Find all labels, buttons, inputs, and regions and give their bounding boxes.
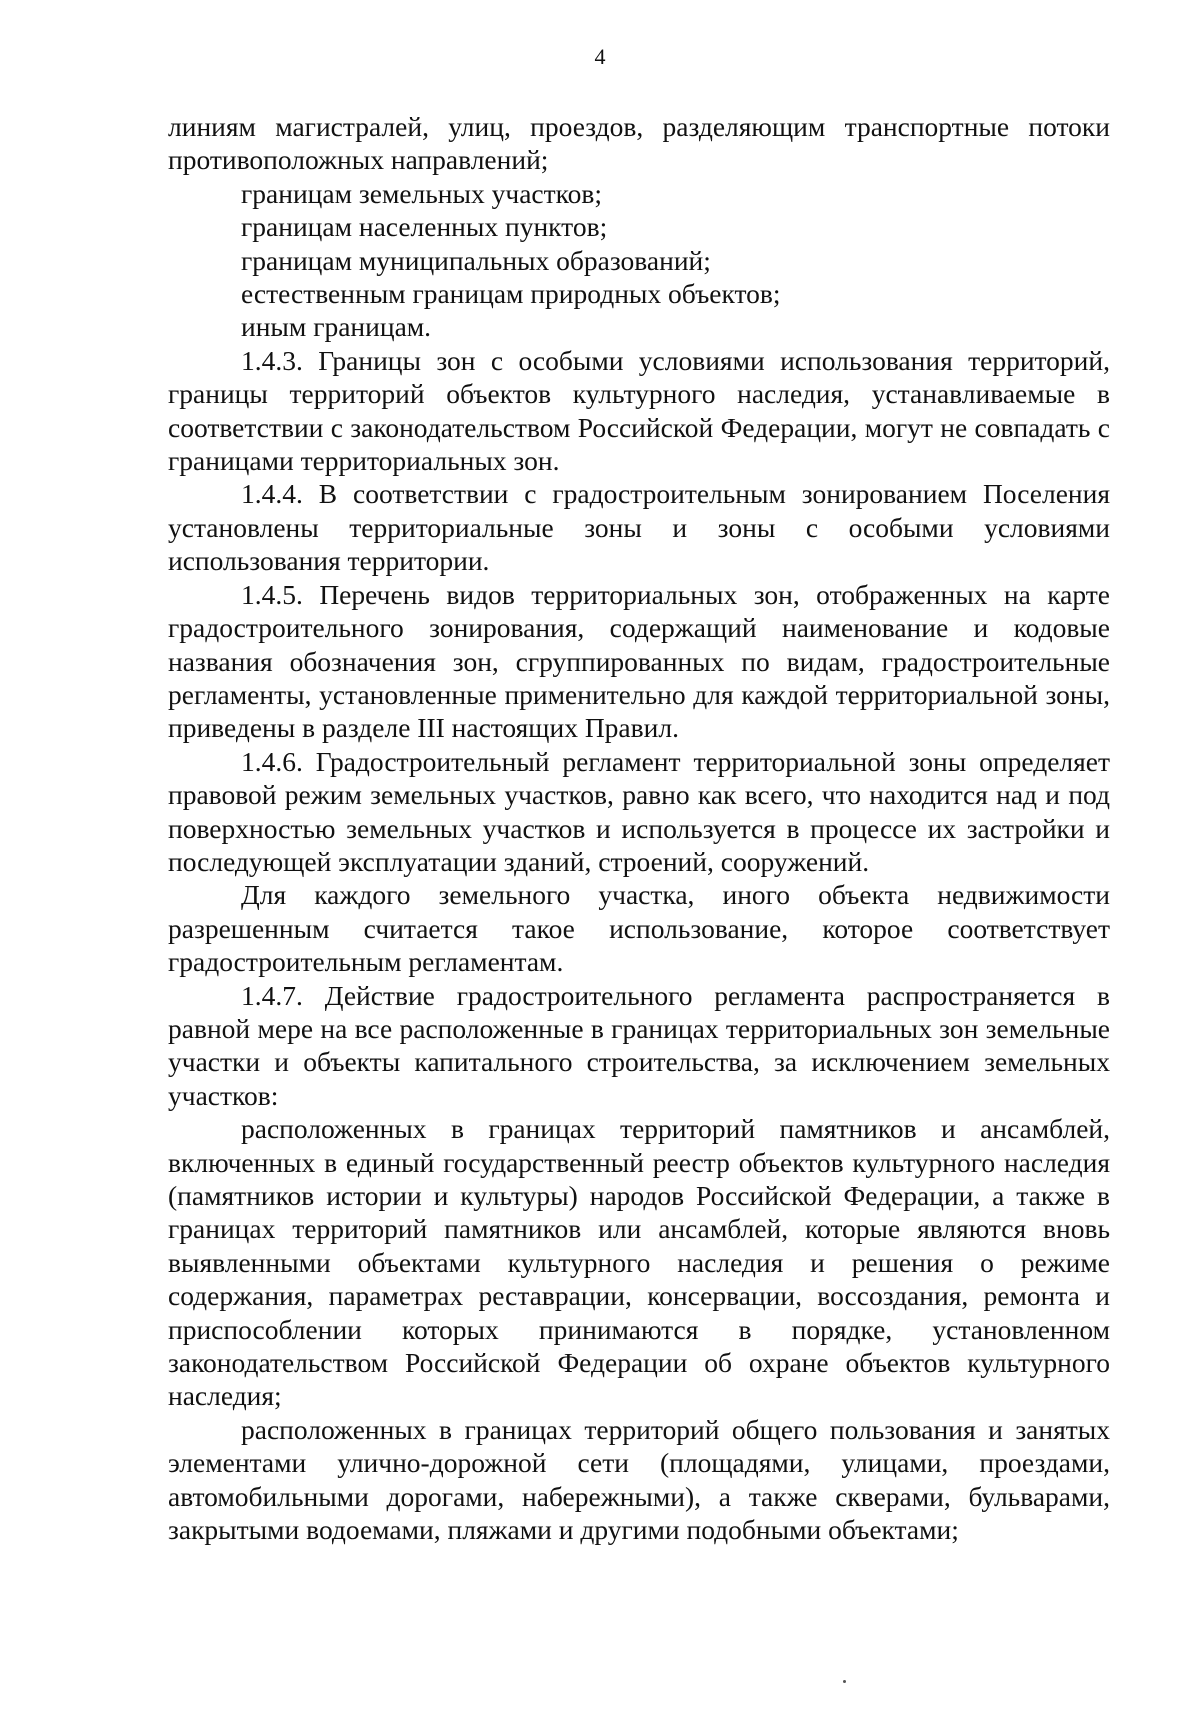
list-item-natural-objects: естественным границам природных объектов; <box>241 278 781 310</box>
exception-cultural-heritage: расположенных в границах территорий памятников и ансамблей, включенных в единый государственный реестр объектов культурного наследия (памятников истории и культуры) народов Российской Федерации, а также в границах территорий памятников или ансамблей, которые являются вновь выявленными объектами культурного наследия и решения о режиме содержания, параметрах реставрации, консервации, воссоздания, ремонта и приспособлении которых принимаются в порядке, установленном законодательством Российской Федерации об охране объектов культурного наследия; <box>168 1113 1110 1412</box>
exception-public-territories: расположенных в границах территорий общего пользования и занятых элементами улично-дорожной сети (площадями, улицами, проездами, автомобильными дорогами, набережными), а также скверами, бульварами, закрытыми водоемами, пляжами и другими подобными объектами; <box>168 1413 1110 1546</box>
scan-speck <box>843 1680 846 1683</box>
list-item-land-plots: границам земельных участков; <box>241 177 602 209</box>
clause-1-4-5: 1.4.5. Перечень видов территориальных зон, отображенных на карте градостроительного зонирования, содержащий наименование и кодовые названия обозначения зон, сгруппированных по видам, градостроительные регламенты, установленные применительно для каждой территориальной зоны, приведены в разделе III настоящих Правил. <box>168 578 1110 744</box>
clause-1-4-7: 1.4.7. Действие градостроительного регламента распространяется в равной мере на все расположенные в границах территориальных зон земельные участки и объекты капитального строительства, за исключением земельных участков: <box>168 979 1110 1111</box>
clause-1-4-6: 1.4.6. Градостроительный регламент территориальной зоны определяет правовой режим земельных участков, равно как всего, что находится над и под поверхностью земельных участков и используется в процессе их застройки и последующей эксплуатации зданий, строений, сооружений. <box>168 745 1110 877</box>
paragraph-continuation: линиям магистралей, улиц, проездов, разделяющим транспортные потоки противоположных направлений; <box>168 111 1110 176</box>
clause-1-4-4: 1.4.4. В соответствии с градостроительным зонированием Поселения установлены территориальные зоны и зоны с особыми условиями использования территории. <box>168 478 1110 577</box>
list-item-settlements: границам населенных пунктов; <box>241 211 608 243</box>
clause-1-4-3: 1.4.3. Границы зон с особыми условиями использования территорий, границы территорий объектов культурного наследия, устанавливаемые в соответствии с законодательством Российской Федерации, могут не совпадать с границами территориальных зон. <box>168 344 1110 477</box>
list-item-municipalities: границам муниципальных образований; <box>241 244 711 276</box>
page-number: 4 <box>594 44 606 69</box>
clause-1-4-6-continuation: Для каждого земельного участка, иного объекта недвижимости разрешенным считается такое использование, которое соответствует градостроительным регламентам. <box>168 879 1110 978</box>
document-body <box>168 110 1110 1546</box>
list-item-other-borders: иным границам. <box>241 311 432 343</box>
